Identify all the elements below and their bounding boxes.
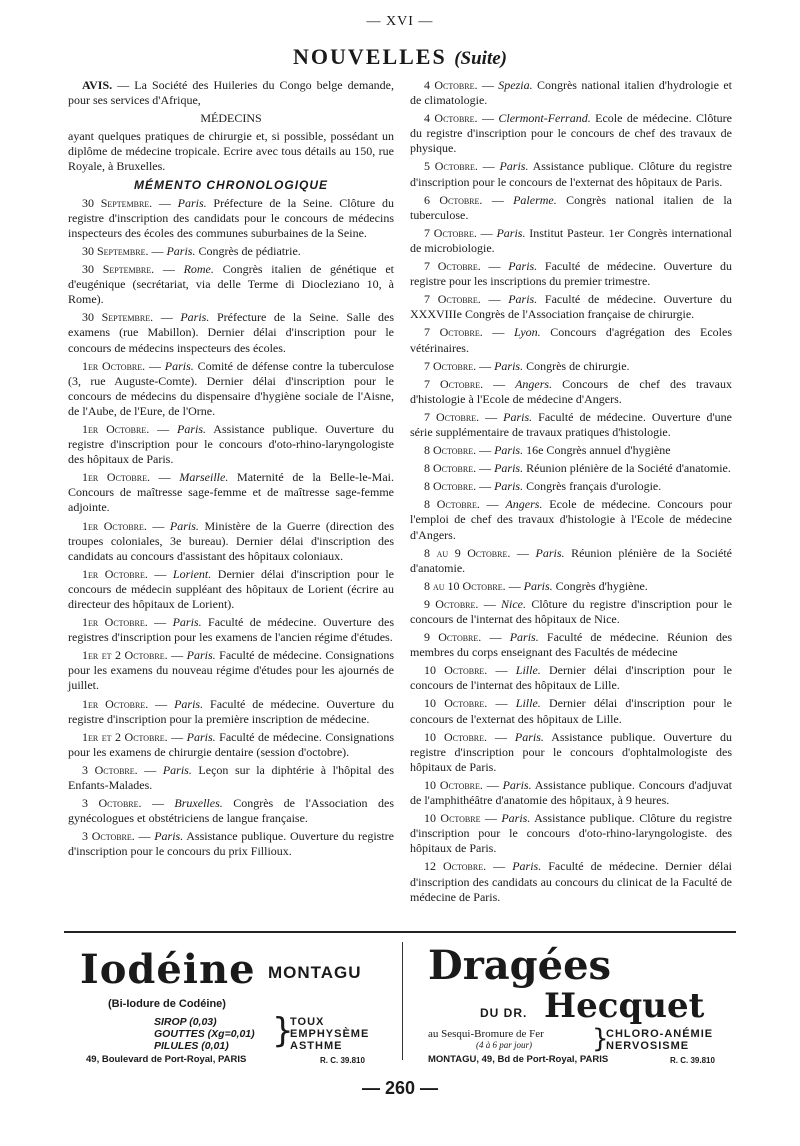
entry-place: Paris. (512, 859, 542, 874)
entry-date: 3 Octobre. (82, 796, 142, 811)
page-number: — 260 — (361, 1078, 439, 1098)
entry-text: Assistance publique. Concours d'adjuvat de l'amphithéâtre d'anatomie des hôpitaux, à 9 heures. (410, 777, 732, 808)
entry-place: Spezia. (498, 78, 533, 92)
entry-place: Paris. (499, 159, 529, 174)
memento-entry: 1er Octobre. — Lorient. Dernier délai d'inscription pour le concours de médecin suppléant des hôpitaux de Lorient (écrire au directeur des hôpitaux de Lorient). (68, 566, 394, 611)
entry-date: 1er et 2 Octobre. (82, 648, 168, 663)
memento-entry: 30 Septembre. — Paris. Préfecture de la Seine. Salle des examens (rue Mabillon). Dernier délai d'inscription pour le concours de médecins inspecteurs des écoles. (68, 310, 395, 355)
entry-place: Paris. (503, 409, 533, 424)
entry-place: Paris. (174, 696, 204, 711)
entry-date: 7 Octobre. (424, 325, 483, 340)
entry-date: 5 Octobre. (424, 159, 478, 174)
entry-text: Dernier délai d'inscription pour le concours de l'internat des hôpitaux de Lille. (410, 663, 732, 693)
entry-date: 30 Septembre. (82, 195, 153, 210)
entry-date: 10 Octobre (424, 811, 481, 826)
entry-date: 8 Octobre. (424, 461, 477, 476)
entry-place: Marseille. (179, 470, 229, 485)
avis-details: ayant quelques pratiques de chirurgie et, si possible, possédant un diplôme de médecine tropicale. Ecrire avec tous détails au 150, rue Royale, à Bruxelles. (68, 129, 394, 174)
entry-text: Assistance publique. Ouverture du registre d'inscription pour le concours d'ophtalmologiste des hôpitaux de Paris. (410, 729, 732, 774)
memento-entry: 7 Octobre. — Lyon. Concours d'agrégation des Ecoles vétérinaires. (410, 325, 732, 355)
entry-date: 8 au 9 Octobre. (424, 545, 511, 560)
iodeine-form-gouttes: GOUTTES (Xg=0,01) (154, 1028, 255, 1040)
entry-place: Bruxelles. (174, 796, 223, 811)
memento-entry: 7 Octobre. — Paris. Congrès de chirurgie. (424, 358, 630, 373)
entry-place: Lille. (515, 696, 541, 711)
entry-text: Ecole de médecine. Clôture du registre d'inscription pour le concours de chef des travaux de physique. (410, 111, 733, 156)
memento-entry: 3 Octobre. — Paris. Leçon sur la diphtérie à l'hôpital des Enfants-Malades. (68, 762, 394, 793)
iodeine-brand: MONTAGU (268, 963, 362, 982)
memento-entry: 8 au 9 Octobre. — Paris. Réunion plénière de la Société d'anatomie. (410, 545, 733, 575)
entry-text: Faculté de médecine. Dernier délai d'inscription des candidats au concours du clinicat de la Faculté de médecine de Paris. (410, 859, 732, 904)
memento-entry: 1er Octobre. — Paris. Faculté de médecine. Ouverture du registre d'inscription pour la première inscription de médecine. (68, 696, 395, 726)
memento-entry: 10 Octobre. — Paris. Assistance publique. Ouverture du registre d'inscription pour le concours d'ophtalmologiste des hôpitaux de Paris. (410, 729, 732, 774)
entry-text: Comité de défense contre la tuberculose (3, rue Auguste-Comte). Dernier délai d'inscription pour le concours de médecins du dispensaire d'hygiène sociale de l'Aisne, de l'Aube, de l'Eure, de l'Orne. (68, 358, 395, 418)
memento-entry: 30 Septembre. — Paris. Préfecture de la Seine. Clôture du registre d'inscription des candidats pour le concours de médecins inspecteurs des écoles des communes suburbaines de la Seine. (68, 195, 394, 240)
entry-text: Assistance publique. Ouverture du registre d'inscription pour le concours d'oto-rhino-laryngologiste des hôpitaux de Paris. (68, 421, 394, 467)
page-title (0, 44, 800, 70)
entry-text: Ministère de la Guerre (direction des troupes coloniales, 3e bureau). Dernier délai d'inscription des candidats au concours d'assistant des hôpitaux coloniaux. (68, 518, 395, 563)
dragees-composition: au Sesqui-Bromure de Fer (428, 1028, 544, 1040)
entry-place: Palerme. (513, 192, 557, 207)
avis-wanted: MÉDECINS (200, 111, 262, 126)
entry-place: Lorient. (172, 566, 212, 581)
entry-place: Paris. (177, 421, 207, 436)
entry-place: Paris. (508, 292, 538, 307)
entry-place: Paris. (494, 461, 524, 476)
memento-entry: 8 au 10 Octobre. — Paris. Congrès d'hygiène. (424, 578, 648, 593)
entry-text: Préfecture de la Seine. Clôture du registre d'inscription des candidats pour le concours de médecins inspecteurs des écoles des communes suburbaines de la Seine. (68, 195, 394, 240)
iodeine-advertisement (80, 946, 390, 1066)
memento-entry: 7 Octobre. — Paris. Faculté de médecine. Ouverture d'une série supplémentaire de travaux pratiques d'histologie. (410, 409, 732, 439)
right-entries (410, 78, 732, 905)
dragees-product-name: Dragées (428, 942, 612, 989)
iodeine-rc: R. C. 39.810 (320, 1056, 365, 1065)
memento-entry: 10 Octobre — Paris. Assistance publique. Clôture du registre d'inscription pour le concours d'oto-rhino-laryngologiste. des hôpitaux de Paris. (410, 811, 732, 856)
dragees-address: MONTAGU, 49, Bd de Port-Royal, PARIS (428, 1054, 609, 1065)
iodeine-product-name: Iodéine (80, 946, 256, 993)
entry-text: Congrès de pédiatrie. (195, 243, 301, 258)
title-main: NOUVELLES (293, 44, 447, 69)
memento-entry: 10 Octobre. — Lille. Dernier délai d'inscription pour le concours de l'internat des hôpitaux de Lille. (410, 663, 732, 693)
entry-date: 1er et 2 Octobre. (82, 729, 168, 744)
entry-text: Congrès italien de génétique et d'eugénique (secrétariat, via delle Terme di Diocleziano 10, à Rome). (68, 262, 394, 307)
memento-heading: MÉMENTO CHRONOLOGIQUE (133, 177, 329, 192)
entry-date: 7 Octobre. (424, 376, 484, 391)
memento-entry: 7 Octobre. — Paris. Faculté de médecine. Ouverture du XXXVIIIe Congrès de l'Association française de chirurgie. (410, 292, 732, 322)
memento-entry: 10 Octobre. — Lille. Dernier délai d'inscription pour le concours de l'externat des hôpitaux de Lille. (410, 696, 732, 726)
entry-text: Dernier délai d'inscription pour le concours de l'externat des hôpitaux de Lille. (410, 696, 732, 726)
dragees-doctor-name: Hecquet (544, 986, 705, 1026)
memento-entry: 7 Octobre. — Paris. Faculté de médecine. Ouverture du registre pour les inscriptions du premier trimestre. (410, 259, 732, 289)
entry-place: Paris. (164, 358, 194, 373)
entry-date: 8 Octobre. (424, 497, 480, 512)
entry-text: Assistance publique. Ouverture du registre d'inscription pour le concours du prix Fillioux. (68, 829, 394, 859)
entry-text: Concours de chef des travaux d'histologie à l'Ecole de médecine d'Angers. (410, 376, 732, 406)
entry-date: 10 Octobre. (424, 696, 488, 711)
memento-entry: 30 Septembre. — Rome. Congrès italien de génétique et d'eugénique (secrétariat, via delle Terme di Diocleziano 10, à Rome). (68, 262, 394, 307)
entry-date: 7 Octobre. (424, 409, 480, 424)
entry-place: Paris. (177, 195, 207, 210)
memento-entry: 8 Octobre. — Paris. 16e Congrès annuel d'hygiène (424, 443, 671, 458)
ad-separator-rule (64, 931, 736, 933)
memento-entry: 7 Octobre. — Angers. Concours de chef des travaux d'histologie à l'Ecole de médecine d'Angers. (410, 376, 732, 406)
memento-entry: 30 Septembre. — Paris. Congrès de pédiatrie. (82, 243, 301, 258)
entry-date: 10 Octobre. (424, 729, 488, 744)
entry-date: 1er Octobre. (82, 518, 147, 533)
entry-place: Paris. (162, 762, 192, 777)
entry-text: Congrès français d'urologie. (523, 479, 662, 494)
left-column (68, 78, 394, 863)
memento-entry: 1er Octobre. — Paris. Comité de défense contre la tuberculose (3, rue Auguste-Comte). Dernier délai d'inscription pour le concours de médecins du dispensaire d'hygiène sociale de l'Aisne, de l'Aube, de l'Eure, de l'Orne. (68, 358, 395, 418)
entry-place: Paris. (180, 310, 210, 325)
iodeine-indication-toux: TOUX (290, 1016, 325, 1028)
entry-text: Assistance publique. Clôture du registre d'inscription pour le concours d'oto-rhino-laryngologiste. des hôpitaux de Paris. (410, 811, 732, 856)
entry-date: 3 Octobre. (82, 762, 138, 777)
dragees-indications (606, 1028, 713, 1052)
entry-place: Paris. (494, 358, 524, 373)
entry-date: 7 Octobre. (424, 259, 481, 274)
iodeine-form-sirop: SIROP (0,03) (154, 1016, 217, 1028)
entry-date: 1er Octobre. (82, 615, 148, 630)
iodeine-indication-emphyseme: EMPHYSÈME (290, 1028, 370, 1040)
entry-text: Congrès national italien de la tuberculose. (410, 192, 732, 222)
entry-place: Paris. (186, 648, 216, 663)
memento-entry: 1er et 2 Octobre. — Paris. Faculté de médecine. Consignations pour les examens du nouveau régime d'études pour les ajournés de juillet. (68, 648, 395, 693)
ad-vertical-divider (402, 942, 403, 1060)
memento-entry: 9 Octobre. — Nice. Clôture du registre d'inscription pour le concours de l'internat des hôpitaux de Nice. (410, 596, 732, 626)
iodeine-forms (154, 1016, 255, 1052)
entry-text: Congrès d'hygiène. (552, 578, 648, 593)
entry-text: Faculté de médecine. Ouverture du registre pour les inscriptions du premier trimestre. (410, 259, 732, 289)
entry-place: Paris. (169, 518, 199, 533)
entry-text: Congrès national italien d'hydrologie et de climatologie. (410, 78, 732, 108)
entry-date: 30 Septembre. (82, 310, 154, 325)
entry-date: 30 Septembre. (82, 262, 155, 277)
entry-date: 9 Octobre. (424, 630, 482, 645)
entry-place: Paris. (514, 729, 544, 744)
dragees-advertisement (420, 942, 740, 1066)
entry-date: 1er Octobre. (82, 421, 150, 436)
memento-entry: 8 Octobre. — Paris. Congrès français d'urologie. (424, 479, 662, 494)
entry-text: Leçon sur la diphtérie à l'hôpital des Enfants-Malades. (68, 762, 394, 793)
entry-date: 10 Octobre. (424, 777, 483, 792)
left-entries (68, 196, 394, 860)
entry-date: 7 Octobre. (424, 292, 481, 307)
memento-entry: 8 Octobre. — Paris. Réunion plénière de la Société d'anatomie. (424, 461, 731, 476)
entry-date: 4 Octobre. (424, 111, 478, 126)
entry-place: Angers. (505, 497, 543, 512)
entry-place: Clermont-Ferrand. (498, 111, 591, 126)
entry-date: 7 Octobre. (424, 225, 477, 240)
entry-place: Paris. (172, 615, 202, 630)
dragees-dosage: (4 à 6 par jour) (476, 1040, 532, 1050)
entry-text: Faculté de médecine. Consignations pour les examens de chirurgie dentaire (session d'octobre). (68, 729, 395, 759)
entry-text: Réunion plénière de la Société d'anatomie. (410, 545, 733, 575)
entry-text: Faculté de médecine. Réunion des membres du corps enseignant des Facultés de médecine (410, 630, 732, 660)
entry-place: Nice. (501, 596, 527, 611)
entry-text: 16e Congrès annuel d'hygiène (523, 443, 671, 458)
entry-text: Maternité de la Belle-le-Mai. Concours de maîtresse sage-femme et de maîtresse sage-femme adjointe. (68, 470, 394, 515)
memento-entry: 8 Octobre. — Angers. Ecole de médecine. Concours pour l'emploi de chef des travaux d'histologie à l'Ecole de médecine d'Angers. (410, 497, 732, 542)
entry-text: Faculté de médecine. Ouverture du registre d'inscription pour la première inscription de médecine. (68, 696, 395, 726)
entry-place: Paris. (502, 777, 532, 792)
memento-entry: 4 Octobre. — Spezia. Congrès national italien d'hydrologie et de climatologie. (410, 78, 732, 108)
entry-place: Paris. (501, 811, 531, 826)
entry-text: Réunion plénière de la Société d'anatomie. (523, 461, 731, 476)
memento-entry: 1er Octobre. — Paris. Assistance publique. Ouverture du registre d'inscription pour le concours d'oto-rhino-laryngologiste des hôpitaux de Paris. (68, 421, 394, 467)
entry-text: Assistance publique. Clôture du registre d'inscription pour le concours de l'externat des hôpitaux de Paris. (410, 159, 732, 189)
entry-date: 8 Octobre. (424, 479, 477, 494)
brace-icon: } (592, 1024, 609, 1054)
memento-entry: 7 Octobre. — Paris. Institut Pasteur. 1er Congrès international de microbiologie. (410, 225, 732, 255)
entry-place: Lyon. (514, 325, 541, 340)
memento-entry: 9 Octobre. — Paris. Faculté de médecine. Réunion des membres du corps enseignant des Facultés de médecine (410, 630, 732, 660)
entry-place: Paris. (186, 729, 216, 744)
entry-date: 1er Octobre. (82, 696, 149, 711)
entry-place: Paris. (494, 443, 524, 458)
memento-entry: 6 Octobre. — Palerme. Congrès national italien de la tuberculose. (410, 192, 732, 222)
iodeine-form-pilules: PILULES (0,01) (154, 1040, 229, 1052)
right-column (410, 78, 732, 908)
entry-date: 8 Octobre. (424, 443, 477, 458)
entry-text: Congrès de l'Association des gynécologues et obstétriciens de langue française. (68, 796, 394, 826)
entry-date: 7 Octobre. (424, 358, 477, 373)
dragees-indication-chloro-anemie: CHLORO-ANÉMIE (606, 1028, 714, 1040)
entry-text: Concours d'agrégation des Ecoles vétérinaires. (410, 325, 732, 355)
memento-entry: 1er et 2 Octobre. — Paris. Faculté de médecine. Consignations pour les examens de chirurgie dentaire (session d'octobre). (68, 729, 395, 759)
entry-date: 1er Octobre. (82, 358, 146, 373)
memento-entry: 12 Octobre. — Paris. Faculté de médecine. Dernier délai d'inscription des candidats au concours du clinicat de la Faculté de médecine de Paris. (410, 859, 732, 904)
entry-date: 3 Octobre. (82, 829, 135, 844)
entry-date: 6 Octobre. (424, 192, 483, 207)
entry-place: Paris. (523, 578, 553, 593)
avis-text: — La Société des Huileries du Congo belge demande, pour ses services d'Afrique, (68, 78, 394, 108)
memento-entry: 3 Octobre. — Bruxelles. Congrès de l'Association des gynécologues et obstétriciens de langue française. (68, 796, 394, 826)
entry-place: Paris. (154, 829, 184, 844)
dragees-du-dr: DU DR. (480, 1006, 528, 1020)
iodeine-subtitle: (Bi-Iodure de Codéine) (108, 998, 226, 1010)
entry-place: Paris. (535, 545, 565, 560)
entry-text: Congrès de chirurgie. (523, 358, 630, 373)
entry-date: 1er Octobre. (82, 566, 148, 581)
entry-date: 8 au 10 Octobre. (424, 578, 506, 593)
entry-text: Dernier délai d'inscription pour le concours de médecin suppléant des hôpitaux de Lorient (écrire au directeur des hôpitaux de Lorient). (68, 566, 394, 611)
entry-place: Paris. (508, 259, 538, 274)
avis-paragraph (68, 78, 394, 108)
entry-place: Angers. (515, 376, 553, 391)
memento-entry: 5 Octobre. — Paris. Assistance publique. Clôture du registre d'inscription pour le concours de l'externat des hôpitaux de Paris. (410, 159, 732, 189)
entry-place: Paris. (509, 630, 539, 645)
entry-place: Paris. (166, 243, 196, 258)
avis-label: AVIS. (82, 78, 113, 92)
entry-text: Faculté de médecine. Ouverture du XXXVIIIe Congrès de l'Association française de chirurgie. (410, 292, 732, 322)
entry-text: Préfecture de la Seine. Salle des examens (rue Mabillon). Dernier délai d'inscription pour le concours de médecins inspecteurs des écoles. (68, 310, 395, 355)
entry-text: Clôture du registre d'inscription pour le concours de l'internat des hôpitaux de Nice. (410, 596, 732, 626)
iodeine-indications (290, 1016, 369, 1052)
running-head: — XVI — (366, 14, 434, 29)
entry-date: 9 Octobre. (424, 596, 479, 611)
iodeine-address: 49, Boulevard de Port-Royal, PARIS (86, 1054, 247, 1065)
entry-text: Ecole de médecine. Concours pour l'emploi de chef des travaux d'histologie à l'Ecole de médecine d'Angers. (410, 497, 732, 542)
entry-date: 1er Octobre. (82, 470, 150, 485)
entry-date: 30 Septembre. (82, 243, 149, 258)
dragees-rc: R. C. 39.810 (670, 1056, 715, 1065)
memento-entry: 1er Octobre. — Paris. Ministère de la Guerre (direction des troupes coloniales, 3e bureau). Dernier délai d'inscription des candidats au concours d'assistant des hôpitaux coloniaux. (68, 518, 395, 563)
memento-entry: 1er Octobre. — Paris. Faculté de médecine. Ouverture des registres d'inscription pour les examens de l'ancien régime d'études. (68, 615, 394, 645)
memento-entry: 10 Octobre. — Paris. Assistance publique. Concours d'adjuvat de l'amphithéâtre d'anatomie des hôpitaux, à 9 heures. (410, 777, 732, 808)
entry-text: Faculté de médecine. Ouverture d'une série supplémentaire de travaux pratiques d'histologie. (410, 409, 732, 439)
entry-place: Paris. (496, 225, 526, 240)
dragees-indication-nervosisme: NERVOSISME (606, 1040, 690, 1052)
entry-place: Paris. (494, 479, 524, 494)
title-suffix: (Suite) (454, 48, 507, 69)
memento-entry: 1er Octobre. — Marseille. Maternité de la Belle-le-Mai. Concours de maîtresse sage-femme et de maîtresse sage-femme adjointe. (68, 470, 394, 515)
entry-text: Institut Pasteur. 1er Congrès international de microbiologie. (410, 225, 732, 255)
entry-place: Lille. (515, 663, 541, 678)
iodeine-indication-asthme: ASTHME (290, 1040, 343, 1052)
entry-text: Faculté de médecine. Consignations pour les examens du nouveau régime d'études pour les ajournés de juillet. (68, 648, 395, 693)
entry-date: 10 Octobre. (424, 663, 488, 678)
memento-entry: 4 Octobre. — Clermont-Ferrand. Ecole de médecine. Clôture du registre d'inscription pour le concours de chef des travaux de physique. (410, 111, 733, 156)
brace-icon: } (272, 1011, 294, 1051)
memento-entry: 3 Octobre. — Paris. Assistance publique. Ouverture du registre d'inscription pour le concours du prix Fillioux. (68, 829, 394, 859)
entry-date: 12 Octobre. (424, 859, 487, 874)
entry-place: Rome. (183, 262, 214, 277)
entry-text: Faculté de médecine. Ouverture des registres d'inscription pour les examens de l'ancien régime d'études. (68, 615, 394, 645)
entry-date: 4 Octobre. (424, 78, 478, 92)
